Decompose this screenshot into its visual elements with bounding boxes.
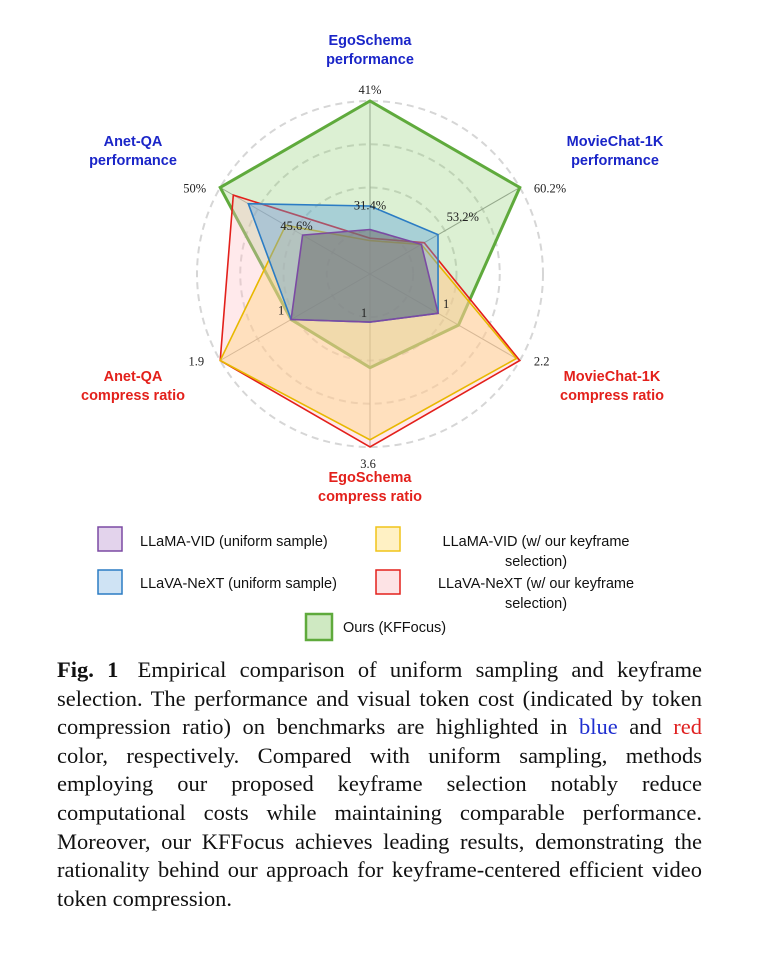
- inner-tick-moviechat_perf: 53.2%: [446, 210, 479, 225]
- inner-tick-anetqa_perf: 45.6%: [280, 218, 313, 233]
- legend-label-llama-vid-w-our-keyframe-selection: LLaMA-VID (w/ our keyframe selection): [442, 534, 630, 570]
- legend-label-llava-next-uniform-sample: LLaVA-NeXT (uniform sample): [140, 576, 337, 592]
- chart-legend: [98, 527, 634, 640]
- figure-label: Fig. 1: [57, 657, 119, 682]
- outer-tick-moviechat_ratio: 2.2: [533, 354, 550, 369]
- outer-tick-anetqa_perf: 50%: [183, 181, 207, 196]
- legend-label-llava-next-w-our-keyframe-selection: LLaVA-NeXT (w/ our keyframe selection): [437, 576, 635, 612]
- outer-tick-moviechat_perf: 60.2%: [533, 181, 567, 196]
- outer-tick-egoschema_perf: 41%: [358, 82, 382, 97]
- caption-text-2: and: [617, 714, 674, 740]
- series-layer: [220, 101, 520, 447]
- inner-tick-egoschema_perf: 31.4%: [353, 198, 387, 213]
- legend-label-llama-vid-uniform-sample: LLaMA-VID (uniform sample): [140, 534, 328, 550]
- legend-swatch-llama-vid-w-our-keyframe-selection: [376, 527, 400, 551]
- inner-tick-moviechat_ratio: 1: [442, 297, 450, 312]
- axis-label-egoschema_ratio: EgoSchema compress ratio: [318, 470, 422, 505]
- outer-tick-egoschema_ratio: 3.6: [360, 456, 376, 471]
- axis-label-egoschema_perf: EgoSchema performance: [326, 33, 414, 68]
- outer-tick-anetqa_ratio: 1.9: [188, 354, 205, 369]
- axis-label-moviechat_perf: MovieChat-1K performance: [566, 134, 664, 169]
- legend-swatch-llava-next-uniform-sample: [98, 570, 122, 594]
- caption-text-1: Empirical comparison of uniform sampling and keyframe selection. The performance and visual token cost (indicated by token compression ratio) on benchmarks are highlighted in: [57, 657, 703, 740]
- caption-text-3: color, respectively. Compared with uniform sampling, methods employing our proposed keyframe selection notably reduce computational costs while maintaining comparable performance. Moreover, our KFFocus achieves leading results, demonstrating the rationality behind our approach for keyframe-centered efficient video token compression.: [57, 742, 702, 911]
- legend-swatch-llava-next-w-our-keyframe-selection: [376, 570, 400, 594]
- legend-swatch-ours-kffocus: [306, 614, 332, 640]
- inner-tick-egoschema_ratio: 1: [360, 305, 368, 320]
- legend-swatch-llama-vid-uniform-sample: [98, 527, 122, 551]
- axis-label-anetqa_ratio: Anet-QA compress ratio: [81, 369, 185, 404]
- axis-label-moviechat_ratio: MovieChat-1K compress ratio: [560, 369, 664, 404]
- caption-red-word: red: [673, 714, 702, 740]
- inner-tick-anetqa_ratio: 1: [278, 303, 285, 318]
- legend-label-ours-kffocus: Ours (KFFocus): [343, 620, 447, 636]
- figure-caption: [57, 656, 702, 913]
- axis-label-anetqa_perf: Anet-QA performance: [89, 134, 177, 169]
- caption-blue-word: blue: [578, 714, 618, 740]
